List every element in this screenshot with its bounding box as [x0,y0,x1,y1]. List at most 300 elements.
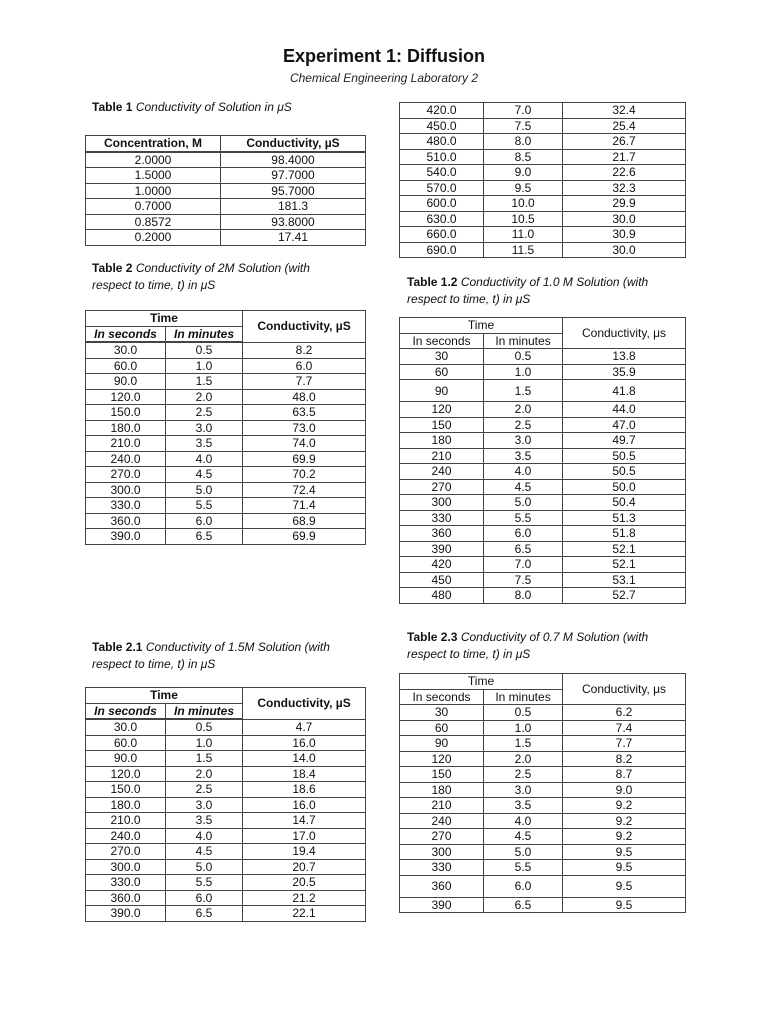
table-cell: 5.5 [484,860,563,876]
table-cell: 7.0 [484,557,563,573]
table-row [86,420,366,436]
table-row [400,118,686,134]
table-row [86,482,366,498]
table-2-1-caption [92,639,352,673]
table-row [86,498,366,514]
table-row [400,495,686,511]
table-cell: 60 [400,364,484,380]
time-header: Time [400,318,563,334]
table-cell: 18.4 [243,766,366,782]
table-cell: 9.5 [563,844,686,860]
table-row [400,813,686,829]
table-cell: 9.2 [563,813,686,829]
table-cell: 11.5 [484,242,563,258]
table-cell: 17.0 [243,828,366,844]
table-cell: 570.0 [400,180,484,196]
table-row [400,211,686,227]
table-cell: 41.8 [563,380,686,402]
table-cell: 6.0 [484,526,563,542]
table-cell: 3.5 [484,798,563,814]
table-cell: 9.5 [563,897,686,913]
table-row [86,389,366,405]
table-cell: 53.1 [563,572,686,588]
table-cell: 2.0000 [86,152,221,168]
table-cell: 90.0 [86,751,166,767]
page-subtitle: Chemical Engineering Laboratory 2 [289,71,479,85]
table-cell: 6.0 [166,890,243,906]
table-cell: 150.0 [86,405,166,421]
sub-header: In seconds [400,333,484,349]
table-cell: 50.5 [563,448,686,464]
table-cell: 360 [400,875,484,897]
table-cell: 4.5 [166,467,243,483]
caption-text: Conductivity of 0.7 M Solution (with respect to time, t) in μS [407,630,649,661]
table-row [86,342,366,358]
table-cell: 270.0 [86,844,166,860]
table-row [86,513,366,529]
table-row [86,451,366,467]
table-row [86,436,366,452]
table-cell: 3.5 [166,436,243,452]
table-cell: 97.7000 [221,168,366,184]
table-row [400,572,686,588]
table-row [400,165,686,181]
table-cell: 90 [400,380,484,402]
table-cell: 360.0 [86,890,166,906]
table-row [400,479,686,495]
table-cell: 60.0 [86,358,166,374]
table-cell: 4.5 [166,844,243,860]
table-cell: 210 [400,448,484,464]
table-cell: 6.5 [166,529,243,545]
table-cell: 30.0 [563,211,686,227]
table-row [86,735,366,751]
table-cell: 98.4000 [221,152,366,168]
table-cell: 69.9 [243,529,366,545]
table-cell: 1.0 [484,364,563,380]
table-cell: 120.0 [86,389,166,405]
table-cell: 50.5 [563,464,686,480]
table-cell: 450.0 [400,118,484,134]
table-1 [85,135,366,246]
table-cell: 270 [400,479,484,495]
table-cell: 9.0 [563,782,686,798]
table-row [400,149,686,165]
table-cell: 4.7 [243,719,366,735]
table-cell: 4.0 [166,451,243,467]
table-cell: 2.5 [166,405,243,421]
table-row [400,364,686,380]
table-cell: 48.0 [243,389,366,405]
table-cell: 7.7 [243,374,366,390]
table-cell: 240 [400,813,484,829]
table-cell: 18.6 [243,782,366,798]
table-cell: 360.0 [86,513,166,529]
table-cell: 1.0 [166,735,243,751]
sub-header: In minutes [484,333,563,349]
table-1-2 [399,317,686,604]
table-cell: 120 [400,751,484,767]
table-cell: 3.0 [484,433,563,449]
table-cell: 0.8572 [86,214,221,230]
table-cell: 22.6 [563,165,686,181]
table-cell: 300.0 [86,859,166,875]
table-cell: 0.5 [484,705,563,721]
table-cell: 2.0 [166,389,243,405]
table-cell: 2.5 [166,782,243,798]
table-cell: 73.0 [243,420,366,436]
table-cell: 330 [400,510,484,526]
table-cell: 52.1 [563,557,686,573]
table-row [400,448,686,464]
time-header: Time [86,688,243,704]
table-row [86,152,366,168]
table-cell: 51.8 [563,526,686,542]
table-cell: 6.5 [166,906,243,922]
table-cell: 10.5 [484,211,563,227]
table-cell: 14.7 [243,813,366,829]
table-2-caption [92,260,342,294]
table-cell: 3.0 [484,782,563,798]
table-row [86,813,366,829]
table-cell: 20.7 [243,859,366,875]
table-row [400,588,686,604]
sub-header: In minutes [166,703,243,719]
caption-text: Conductivity of 2M Solution (with respect to time, t) in μS [92,261,310,292]
caption-text: Conductivity of Solution in μS [135,100,292,114]
table-cell: 4.0 [166,828,243,844]
table-cell: 1.0000 [86,183,221,199]
table-row [400,897,686,913]
table-2-continued [399,102,686,258]
table-cell: 181.3 [221,199,366,215]
table-cell: 10.0 [484,196,563,212]
table-cell: 74.0 [243,436,366,452]
table-cell: 32.4 [563,103,686,119]
table-cell: 93.8000 [221,214,366,230]
table-row [400,380,686,402]
table-cell: 16.0 [243,797,366,813]
table-cell: 420 [400,557,484,573]
table-cell: 30.0 [563,242,686,258]
table-cell: 32.3 [563,180,686,196]
table-cell: 300.0 [86,482,166,498]
table-cell: 600.0 [400,196,484,212]
table-cell: 420.0 [400,103,484,119]
table-cell: 360 [400,526,484,542]
sub-header: In seconds [400,689,484,705]
table-cell: 180 [400,433,484,449]
table-row [400,526,686,542]
caption-label: Table 2.3 [407,630,458,644]
table-cell: 7.7 [563,736,686,752]
table-cell: 2.0 [484,402,563,418]
table-cell: 21.2 [243,890,366,906]
table-row [86,214,366,230]
table-cell: 180 [400,782,484,798]
table-cell: 5.0 [166,859,243,875]
table-cell: 6.0 [243,358,366,374]
table-cell: 90 [400,736,484,752]
table-cell: 1.5 [166,751,243,767]
sub-header: In minutes [166,326,243,342]
table-row [86,374,366,390]
page-title: Experiment 1: Diffusion [282,46,486,66]
table-row [86,719,366,735]
table-cell: 240.0 [86,451,166,467]
table-cell: 0.7000 [86,199,221,215]
table-2-3 [399,673,686,913]
table-cell: 4.0 [484,464,563,480]
table-row [400,557,686,573]
table-cell: 3.5 [484,448,563,464]
table-row [400,103,686,119]
conductivity-header: Conductivity, µS [243,311,366,343]
table-row [400,417,686,433]
table-cell: 7.4 [563,720,686,736]
table-cell: 210 [400,798,484,814]
table-cell: 1.5 [484,736,563,752]
table-row [400,402,686,418]
table-1-2-caption [407,274,667,308]
table-row [86,358,366,374]
table-cell: 390.0 [86,529,166,545]
caption-text: Conductivity of 1.0 M Solution (with respect to time, t) in μS [407,275,649,306]
table-cell: 8.7 [563,767,686,783]
table-row [400,464,686,480]
table-cell: 60.0 [86,735,166,751]
table-cell: 390 [400,897,484,913]
table-cell: 6.0 [166,513,243,529]
table-cell: 69.9 [243,451,366,467]
concentration-header: Concentration, M [86,136,221,152]
table-cell: 9.0 [484,165,563,181]
table-cell: 300 [400,844,484,860]
table-cell: 7.0 [484,103,563,119]
table-row [86,405,366,421]
table-cell: 17.41 [221,230,366,246]
table-cell: 1.5 [166,374,243,390]
table-cell: 690.0 [400,242,484,258]
table-cell: 47.0 [563,417,686,433]
table-cell: 180.0 [86,797,166,813]
caption-label: Table 2 [92,261,133,275]
table-cell: 5.5 [166,875,243,891]
table-row [86,199,366,215]
table-row [400,510,686,526]
table-row [400,782,686,798]
table-cell: 5.5 [484,510,563,526]
table-cell: 9.2 [563,829,686,845]
table-row [86,859,366,875]
table-cell: 2.0 [484,751,563,767]
table-row [86,844,366,860]
conductivity-header: Conductivity, μs [563,674,686,705]
table-row [86,797,366,813]
table-cell: 120 [400,402,484,418]
table-cell: 20.5 [243,875,366,891]
table-cell: 240.0 [86,828,166,844]
table-cell: 25.4 [563,118,686,134]
table-cell: 660.0 [400,227,484,243]
table-cell: 3.0 [166,797,243,813]
time-header: Time [86,311,243,327]
time-header: Time [400,674,563,690]
table-cell: 3.0 [166,420,243,436]
table-cell: 95.7000 [221,183,366,199]
table-cell: 0.5 [166,342,243,358]
table-cell: 16.0 [243,735,366,751]
table-cell: 9.5 [563,875,686,897]
table-cell: 330.0 [86,875,166,891]
table-cell: 120.0 [86,766,166,782]
table-2 [85,310,366,545]
table-cell: 19.4 [243,844,366,860]
conductivity-header: Conductivity, μs [563,318,686,349]
table-row [86,168,366,184]
table-cell: 5.0 [484,844,563,860]
table-cell: 630.0 [400,211,484,227]
caption-label: Table 1 [92,100,133,114]
table-2-3-caption [407,629,667,663]
table-cell: 35.9 [563,364,686,380]
table-cell: 4.5 [484,479,563,495]
table-row [86,183,366,199]
table-row [400,860,686,876]
table-cell: 300 [400,495,484,511]
sub-header: In minutes [484,689,563,705]
table-cell: 210.0 [86,436,166,452]
table-cell: 14.0 [243,751,366,767]
table-row [400,844,686,860]
table-row [400,798,686,814]
table-row [400,433,686,449]
table-cell: 0.2000 [86,230,221,246]
table-1-caption [92,99,352,116]
table-row [86,828,366,844]
table-cell: 4.5 [484,829,563,845]
table-cell: 29.9 [563,196,686,212]
table-cell: 30 [400,705,484,721]
caption-label: Table 1.2 [407,275,458,289]
table-row [86,751,366,767]
table-cell: 71.4 [243,498,366,514]
table-cell: 390 [400,541,484,557]
table-cell: 210.0 [86,813,166,829]
table-cell: 8.2 [243,342,366,358]
caption-label: Table 2.1 [92,640,143,654]
table-cell: 3.5 [166,813,243,829]
conductivity-header: Conductivity, µS [243,688,366,720]
table-row [400,736,686,752]
table-cell: 240 [400,464,484,480]
table-cell: 6.0 [484,875,563,897]
table-cell: 70.2 [243,467,366,483]
table-cell: 22.1 [243,906,366,922]
table-cell: 150.0 [86,782,166,798]
table-cell: 60 [400,720,484,736]
table-cell: 2.5 [484,767,563,783]
table-cell: 21.7 [563,149,686,165]
table-cell: 8.0 [484,134,563,150]
table-cell: 150 [400,767,484,783]
table-cell: 50.4 [563,495,686,511]
table-cell: 30 [400,349,484,365]
table-cell: 9.5 [484,180,563,196]
table-cell: 5.0 [484,495,563,511]
table-cell: 8.2 [563,751,686,767]
table-row [400,134,686,150]
table-cell: 11.0 [484,227,563,243]
table-row [86,906,366,922]
table-cell: 330.0 [86,498,166,514]
caption-text: Conductivity of 1.5M Solution (with respect to time, t) in μS [92,640,330,671]
table-cell: 510.0 [400,149,484,165]
table-row [400,242,686,258]
table-cell: 30.0 [86,342,166,358]
table-cell: 6.5 [484,541,563,557]
table-cell: 390.0 [86,906,166,922]
table-cell: 6.5 [484,897,563,913]
table-row [400,720,686,736]
sub-header: In seconds [86,703,166,719]
table-cell: 52.7 [563,588,686,604]
conductivity-header: Conductivity, µS [221,136,366,152]
table-cell: 8.0 [484,588,563,604]
table-cell: 44.0 [563,402,686,418]
table-cell: 7.5 [484,572,563,588]
table-cell: 7.5 [484,118,563,134]
table-cell: 180.0 [86,420,166,436]
table-row [400,767,686,783]
table-row [86,890,366,906]
table-cell: 0.5 [484,349,563,365]
table-row [86,467,366,483]
table-cell: 52.1 [563,541,686,557]
table-cell: 26.7 [563,134,686,150]
table-cell: 270.0 [86,467,166,483]
table-cell: 30.0 [86,719,166,735]
table-cell: 30.9 [563,227,686,243]
table-2-1 [85,687,366,922]
table-row [400,349,686,365]
table-cell: 72.4 [243,482,366,498]
table-cell: 8.5 [484,149,563,165]
table-cell: 540.0 [400,165,484,181]
table-cell: 50.0 [563,479,686,495]
table-cell: 1.0 [166,358,243,374]
table-row [400,196,686,212]
table-cell: 1.5000 [86,168,221,184]
table-cell: 480.0 [400,134,484,150]
table-cell: 1.5 [484,380,563,402]
table-row [400,227,686,243]
table-cell: 5.5 [166,498,243,514]
table-cell: 330 [400,860,484,876]
table-cell: 0.5 [166,719,243,735]
table-cell: 2.0 [166,766,243,782]
table-cell: 63.5 [243,405,366,421]
table-cell: 450 [400,572,484,588]
table-cell: 150 [400,417,484,433]
table-row [400,705,686,721]
table-row [86,766,366,782]
table-cell: 9.2 [563,798,686,814]
table-cell: 270 [400,829,484,845]
sub-header: In seconds [86,326,166,342]
table-cell: 68.9 [243,513,366,529]
table-row [400,751,686,767]
